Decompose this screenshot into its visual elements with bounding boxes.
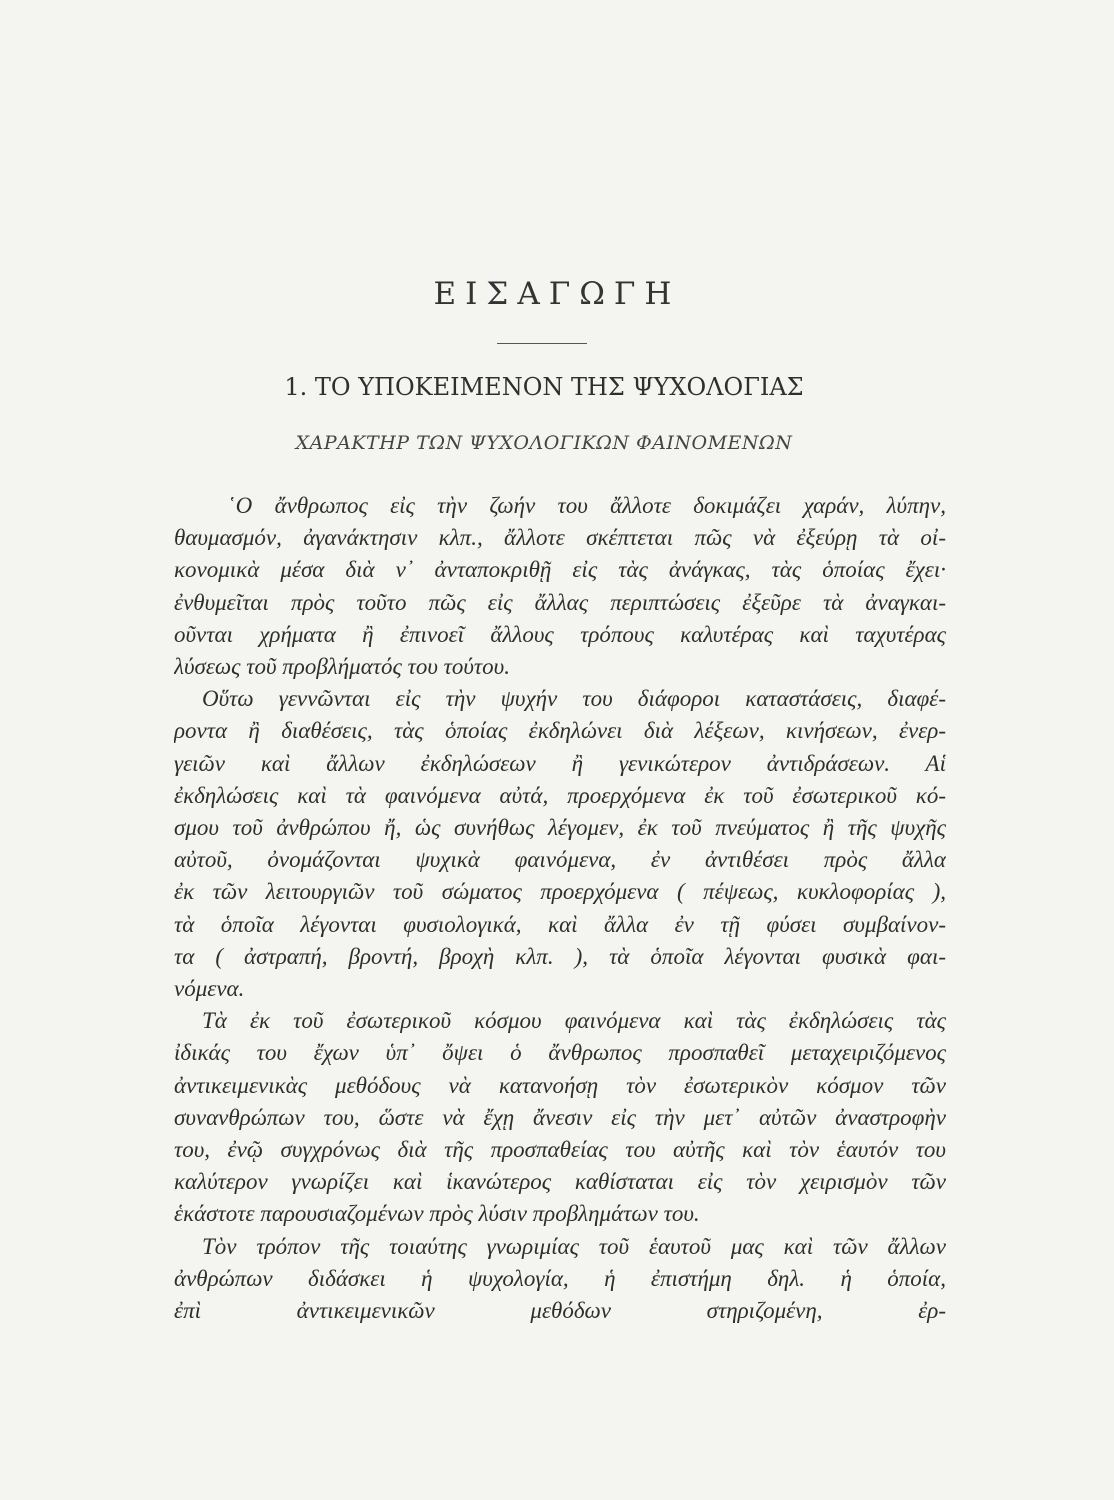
title-rule — [497, 343, 587, 344]
body-text — [174, 490, 946, 1327]
text-line: νόμενα. — [174, 976, 245, 1002]
text-line: ἀντικειμενικὰς μεθόδους νὰ κατανοήσῃ τὸν ἐσωτερικὸν κόσμον τῶν — [174, 1072, 946, 1098]
text-line: θαυμασμόν, ἀγανάκτησιν κλπ., ἄλλοτε σκέπτεται πῶς νὰ ἐξεύρῃ τὰ οἰ- — [174, 525, 946, 551]
text-line: λύσεως τοῦ προβλήματός του τούτου. — [174, 654, 510, 680]
text-line: καλύτερον γνωρίζει καὶ ἱκανώτερος καθίσταται εἰς τὸν χειρισμὸν τῶν — [174, 1169, 946, 1195]
text-line: ἐκδηλώσεις καὶ τὰ φαινόμενα αὐτά, προερχόμενα ἐκ τοῦ ἐσωτερικοῦ κό- — [174, 782, 946, 808]
text-line: ἀνθρώπων διδάσκει ἡ ψυχολογία, ἡ ἐπιστήμη δηλ. ἡ ὁποία, — [174, 1265, 946, 1291]
text-line: Οὕτω γεννῶνται εἰς τὴν ψυχήν του διάφοροι καταστάσεις, διαφέ- — [202, 686, 946, 712]
section-subheading: ΧΑΡΑΚΤΗΡ ΤΩΝ ΨΥΧΟΛΟΓΙΚΩΝ ΦΑΙΝΟΜΕΝΩΝ — [295, 432, 793, 454]
text-line: αὐτοῦ, ὀνομάζονται ψυχικὰ φαινόμενα, ἐν ἀντιθέσει πρὸς ἄλλα — [174, 847, 946, 873]
text-line: ἐπὶ ἀντικειμενικῶν μεθόδων στηριζομένη, ἐρ- — [174, 1298, 946, 1324]
text-line: ροντα ἢ διαθέσεις, τὰς ὁποίας ἐκδηλώνει διὰ λέξεων, κινήσεων, ἐνερ- — [174, 718, 946, 744]
text-line: ἐκ τῶν λειτουργιῶν τοῦ σώματος προερχόμενα ( πέψεως, κυκλοφορίας ), — [174, 879, 946, 905]
text-line: τὰ ὁποῖα λέγονται φυσιολογικά, καὶ ἄλλα ἐν τῇ φύσει συμβαίνον- — [174, 911, 946, 937]
text-line: σμου τοῦ ἀνθρώπου ἤ, ὡς συνήθως λέγομεν, ἐκ τοῦ πνεύματος ἢ τῆς ψυχῆς — [174, 815, 946, 841]
text-line: συνανθρώπων του, ὥστε νὰ ἔχῃ ἄνεσιν εἰς τὴν μετ᾿ αὐτῶν ἀναστροφὴν — [174, 1104, 946, 1130]
text-line: κονομικὰ μέσα διὰ ν᾿ ἀνταποκριθῇ εἰς τὰς ἀνάγκας, τὰς ὁποίας ἔχει· — [174, 557, 946, 583]
text-line: Τὰ ἐκ τοῦ ἐσωτερικοῦ κόσμου φαινόμενα καὶ τὰς ἐκδηλώσεις τὰς — [202, 1008, 946, 1034]
text-line: του, ἐνῷ συγχρόνως διὰ τῆς προσπαθείας του αὐτῆς καὶ τὸν ἑαυτόν του — [174, 1137, 946, 1163]
page-title: ΕΙΣΑΓΩΓΗ — [433, 276, 681, 312]
text-line: ἑκάστοτε παρουσιαζομένων πρὸς λύσιν προβλημάτων του. — [174, 1201, 700, 1227]
text-line: γειῶν καὶ ἄλλων ἐκδηλώσεων ἢ γενικώτερον ἀντιδράσεων. Αἱ — [174, 750, 946, 776]
text-line: ἰδικάς του ἔχων ὑπ᾿ ὄψει ὁ ἄνθρωπος προσπαθεῖ μεταχειριζόμενος — [174, 1040, 946, 1066]
text-line: τα ( ἀστραπή, βροντή, βροχὴ κλπ. ), τὰ ὁποῖα λέγονται φυσικὰ φαι- — [174, 943, 946, 969]
text-line: οῦνται χρήματα ἢ ἐπινοεῖ ἄλλους τρόπους καλυτέρας καὶ ταχυτέρας — [174, 621, 946, 647]
section-heading: 1. ΤΟ ΥΠΟΚΕΙΜΕΝΟΝ ΤΗΣ ΨΥΧΟΛΟΓΙΑΣ — [284, 373, 804, 401]
text-line: Τὸν τρόπον τῆς τοιαύτης γνωριμίας τοῦ ἑαυτοῦ μας καὶ τῶν ἄλλων — [202, 1233, 946, 1259]
text-line: ἐνθυμεῖται πρὸς τοῦτο πῶς εἰς ἄλλας περιπτώσεις ἐξεῦρε τὰ ἀναγκαι- — [174, 589, 946, 615]
text-line: ῾Ο ἄνθρωπος εἰς τὴν ζωήν του ἄλλοτε δοκιμάζει χαράν, λύπην, — [228, 493, 946, 518]
